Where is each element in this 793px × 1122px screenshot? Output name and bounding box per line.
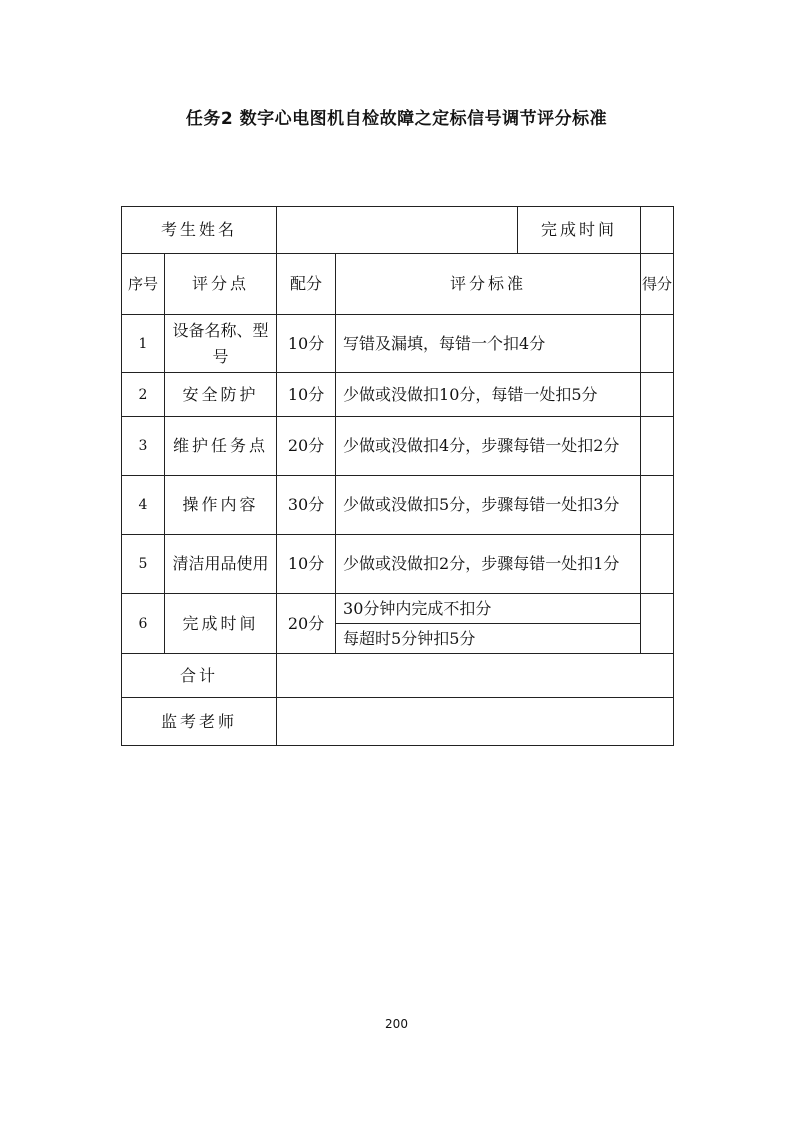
total-label: 合计: [122, 654, 277, 698]
student-name-label: 考生姓名: [122, 207, 277, 254]
page-title: 任务2 数字心电图机自检故障之定标信号调节评分标准: [185, 109, 608, 129]
row-criteria-a: 30分钟内完成不扣分: [336, 594, 641, 624]
row-score: 20分: [277, 594, 336, 654]
row-criteria: 少做或没做扣5分，步骤每错一处扣3分: [336, 476, 641, 535]
supervisor-label: 监考老师: [122, 698, 277, 746]
table-row: [122, 373, 674, 417]
completion-time-label: 完成时间: [518, 207, 641, 254]
column-header-row: [122, 254, 674, 315]
row-obtained-cell[interactable]: [641, 373, 674, 417]
table-row: [122, 315, 674, 373]
scoring-table: [121, 206, 674, 746]
table-row: [122, 594, 674, 624]
row-point: 设备名称、型号: [165, 315, 277, 373]
row-point: 完成时间: [165, 594, 277, 654]
col-seq: 序号: [122, 254, 165, 315]
row-obtained-cell[interactable]: [641, 417, 674, 476]
col-point: 评分点: [165, 254, 277, 315]
supervisor-field[interactable]: [277, 698, 674, 746]
row-point: 维护任务点: [165, 417, 277, 476]
row-criteria: 少做或没做扣4分，步骤每错一处扣2分: [336, 417, 641, 476]
total-field[interactable]: [277, 654, 674, 698]
student-name-field[interactable]: [277, 207, 518, 254]
row-score: 10分: [277, 373, 336, 417]
row-seq: 2: [122, 373, 165, 417]
page-number: 200: [385, 1017, 408, 1031]
row-criteria: 少做或没做扣2分，步骤每错一处扣1分: [336, 535, 641, 594]
row-obtained-cell[interactable]: [641, 594, 674, 654]
row-criteria: 写错及漏填，每错一个扣4分: [336, 315, 641, 373]
row-point: 安全防护: [165, 373, 277, 417]
row-score: 20分: [277, 417, 336, 476]
completion-time-field[interactable]: [641, 207, 674, 254]
col-obtained: 得分: [641, 254, 674, 315]
table-row: [122, 417, 674, 476]
row-criteria-b: 每超时5分钟扣5分: [336, 624, 641, 654]
header-row: [122, 207, 674, 254]
row-seq: 4: [122, 476, 165, 535]
row-score: 10分: [277, 315, 336, 373]
row-seq: 1: [122, 315, 165, 373]
col-score: 配分: [277, 254, 336, 315]
supervisor-row: [122, 698, 674, 746]
row-obtained-cell[interactable]: [641, 476, 674, 535]
row-seq: 5: [122, 535, 165, 594]
row-obtained-cell[interactable]: [641, 535, 674, 594]
col-criteria: 评分标准: [336, 254, 641, 315]
table-row: [122, 476, 674, 535]
total-row: [122, 654, 674, 698]
row-seq: 6: [122, 594, 165, 654]
row-obtained-cell[interactable]: [641, 315, 674, 373]
table-row: [122, 535, 674, 594]
row-score: 30分: [277, 476, 336, 535]
row-criteria: 少做或没做扣10分，每错一处扣5分: [336, 373, 641, 417]
row-score: 10分: [277, 535, 336, 594]
row-point: 操作内容: [165, 476, 277, 535]
row-seq: 3: [122, 417, 165, 476]
row-point: 清洁用品使用: [165, 535, 277, 594]
